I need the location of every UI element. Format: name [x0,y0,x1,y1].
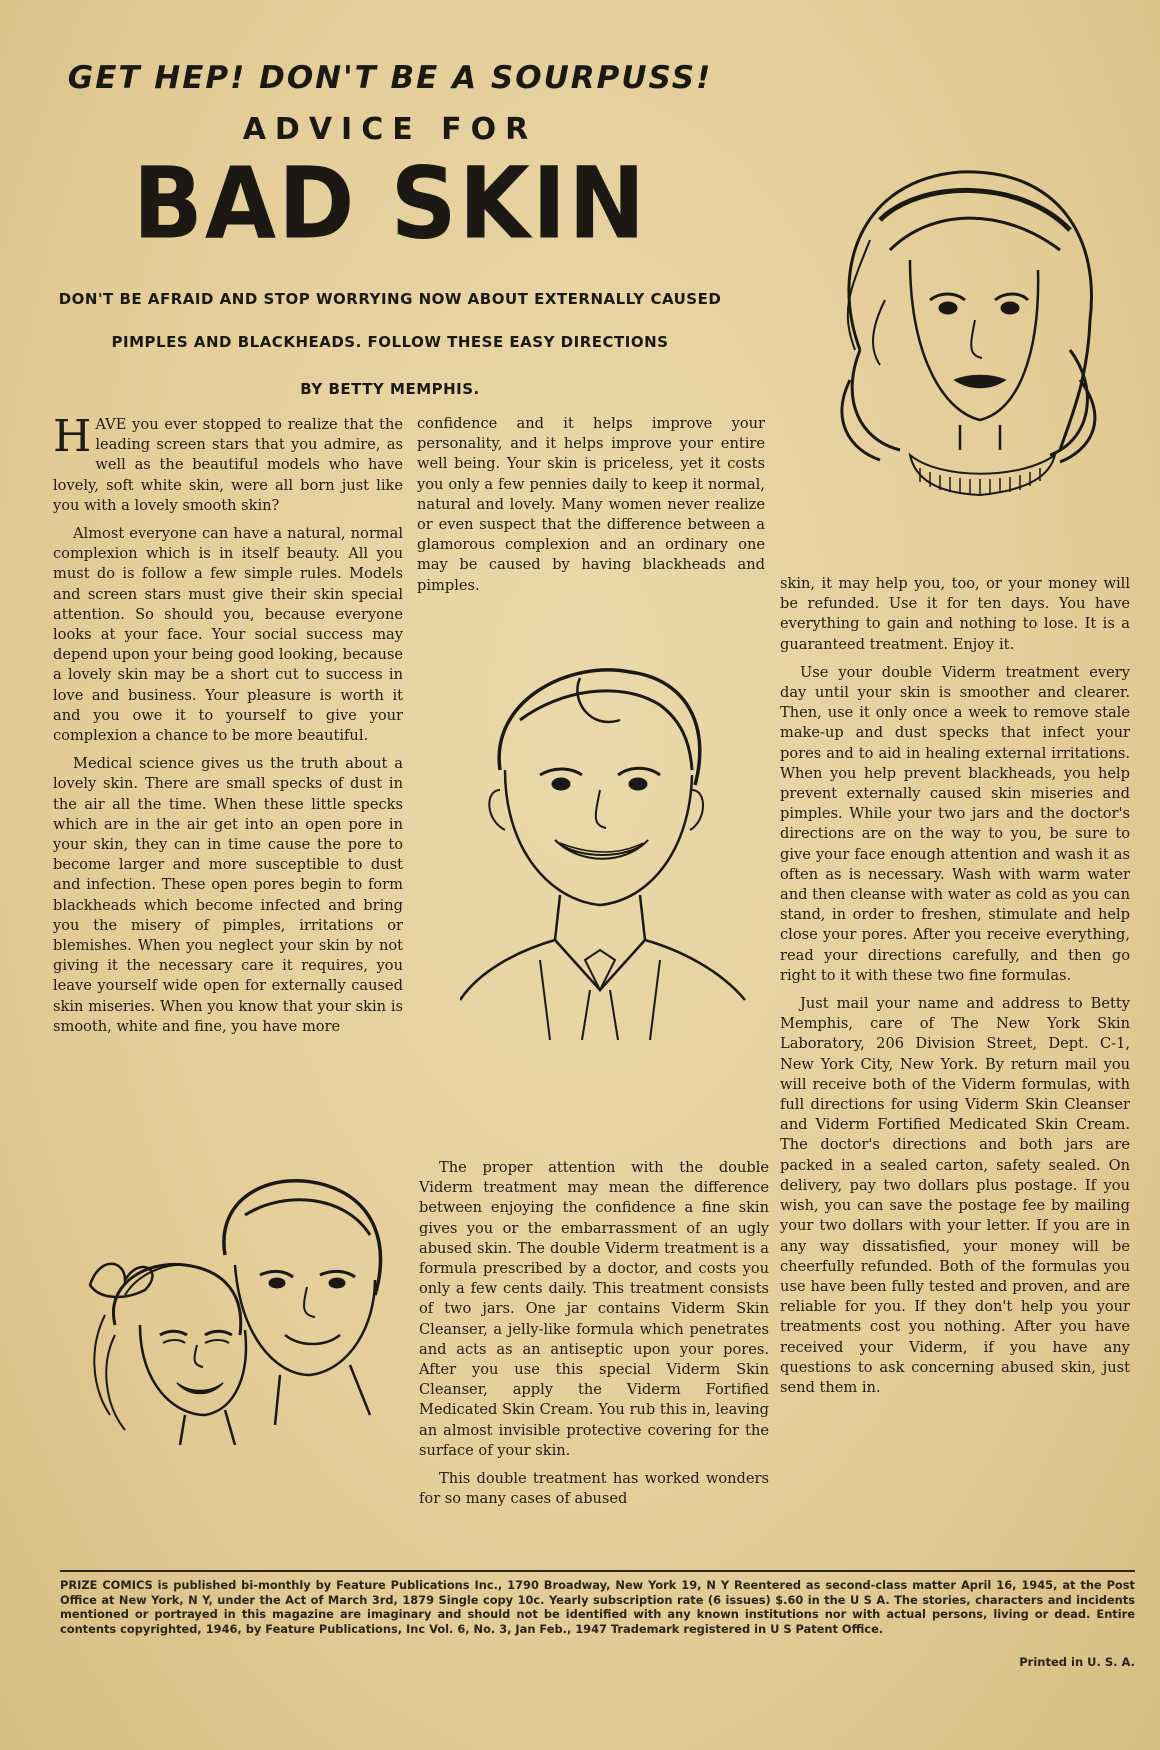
printed-in-usa: Printed in U. S. A. [1019,1655,1135,1669]
article-column-2-bottom [419,1158,769,1517]
paragraph: Almost everyone can have a natural, normal complexion which is in itself beauty. All you must do is follow a few simple rules. Models and screen stars must give their skin special attention. So should you, because everyone looks at your face. Your social success may depend upon your being good looking, because a lovely skin may be a short cut to success in love and business. Your pleasure is worth it and you owe it to yourself to give your complexion a chance to be more beautiful. [53,525,404,745]
paragraph: The proper attention with the double Viderm treatment may mean the difference between enjoying the confidence a fine skin gives you or the embarrassment of an ugly abused skin. The double Viderm treatment is a formula prescribed by a doctor, and costs you only a few cents daily. This treatment consists of two jars. One jar contains Viderm Skin Cleanser, a jelly-like formula which penetrates and acts as an antiseptic upon your pores. After you use this special Viderm Skin Cleanser, apply the Viderm Fortified Medicated Skin Cream. You rub this in, leaving an almost invisible protective covering for the surface of your skin. [419,1159,769,1459]
paragraph-text: AVE you ever stopped to realize that the leading screen stars that you admire, as well as the beautiful models who have lovely, soft white skin, were all born just like you with a lovely smooth skin? [53,416,403,514]
byline: BY BETTY MEMPHIS. [300,380,480,398]
couple-portrait-icon [85,1175,425,1445]
article-column-3 [780,574,1130,1406]
paragraph: Medical science gives us the truth about a lovely skin. There are small specks of dust in the air all the time. When these little specks which are in the air get into an open pore in your skin, they can in time cause the pore to become larger and more susceptible to dust and infection. These open pores begin to form blackheads which become infected and bring you the misery of pimples, irritations or blemishes. When you neglect your skin by not giving it the necessary care it requires, you leave yourself wide open for externally caused skin miseries. When you know that your skin is smooth, white and fine, you have more [53,755,403,1035]
woman-portrait-icon [770,150,1150,520]
paragraph: skin, it may help you, too, or your money will be refunded. Use it for ten days. You have everything to gain and nothing to lose. It is a guaranteed treatment. Enjoy it. [780,575,1130,653]
paragraph: Just mail your name and address to Betty Memphis, care of The New York Skin Laboratory, 206 Division Street, Dept. C-1, New York City, New York. By return mail you will receive both of the Viderm formulas, with full directions for using Viderm Skin Cleanser and Viderm Fortified Medicated Skin Cream. The doctor's directions and both jars are packed in a sealed carton, safety sealed. On delivery, pay two dollars plus postage. If you wish, you can save the postage fee by mailing your two dollars with your letter. If you are in any way dissatisfied, your money will be cheerfully refunded. Both of the formulas you use have been fully tested and proven, and are reliable for you. If they don't help you your treatments cost you nothing. After you have received your Viderm, if you have any questions to ask concerning abused skin, just send them in. [780,995,1130,1396]
kicker-headline: GET HEP! DON'T BE A SOURPUSS! [67,60,713,96]
subhead-line-1: DON'T BE AFRAID AND STOP WORRYING NOW ABOUT EXTERNALLY CAUSED [58,290,722,308]
drop-cap: H [53,411,92,462]
page-title: BAD SKIN [132,145,648,262]
footer-divider [60,1570,1135,1572]
man-portrait-icon [460,660,750,1040]
subhead-line-2: PIMPLES AND BLACKHEADS. FOLLOW THESE EASY DIRECTIONS [111,333,669,351]
paragraph: This double treatment has worked wonders for so many cases of abused [419,1470,769,1508]
article-column-2-top [417,414,765,604]
advice-for-heading: ADVICE FOR [242,112,538,147]
paragraph [53,411,403,516]
paragraph: confidence and it helps improve your personality, and it helps improve your entire well being. Your skin is priceless, yet it costs you only a few pennies daily to keep it normal, natural and lovely. Many women never realize or even suspect that the difference between a glamorous complexion and an ordinary one may be caused by having blackheads and pimples. [417,415,765,594]
publication-notice: PRIZE COMICS is published bi-monthly by Feature Publications Inc., 1790 Broadway, New York 19, N Y Reentered as second-class matter April 16, 1945, at the Post Office at New York, N Y, under the Act of March 3rd, 1879 Single copy 10c. Yearly subscription rate (6 issues) $.60 in the U S A. The stories, characters and incidents mentioned or portrayed in this magazine are imaginary and should not be identified with any known institutions nor with actual persons, living or dead. Entire contents copyrighted, 1946, by Feature Publications, Inc Vol. 6, No. 3, Jan Feb., 1947 Trademark registered in U S Patent Office. [60,1578,1135,1636]
article-column-1 [53,411,404,1045]
paragraph: Use your double Viderm treatment every day until your skin is smoother and clearer. Then, use it only once a week to remove stale make-up and dust specks that infect your pores and to aid in healing external irritations. When you help prevent blackheads, you help prevent externally caused skin miseries and pimples. While your two jars and the doctor's directions are on the way to you, be sure to give your face enough attention and wash it as often as is necessary. Wash with warm water and then cleanse with water as cold as you can stand, in order to freshen, stimulate and help close your pores. After you receive everything, read your directions carefully, and then go right to it with these two fine formulas. [780,663,1130,984]
